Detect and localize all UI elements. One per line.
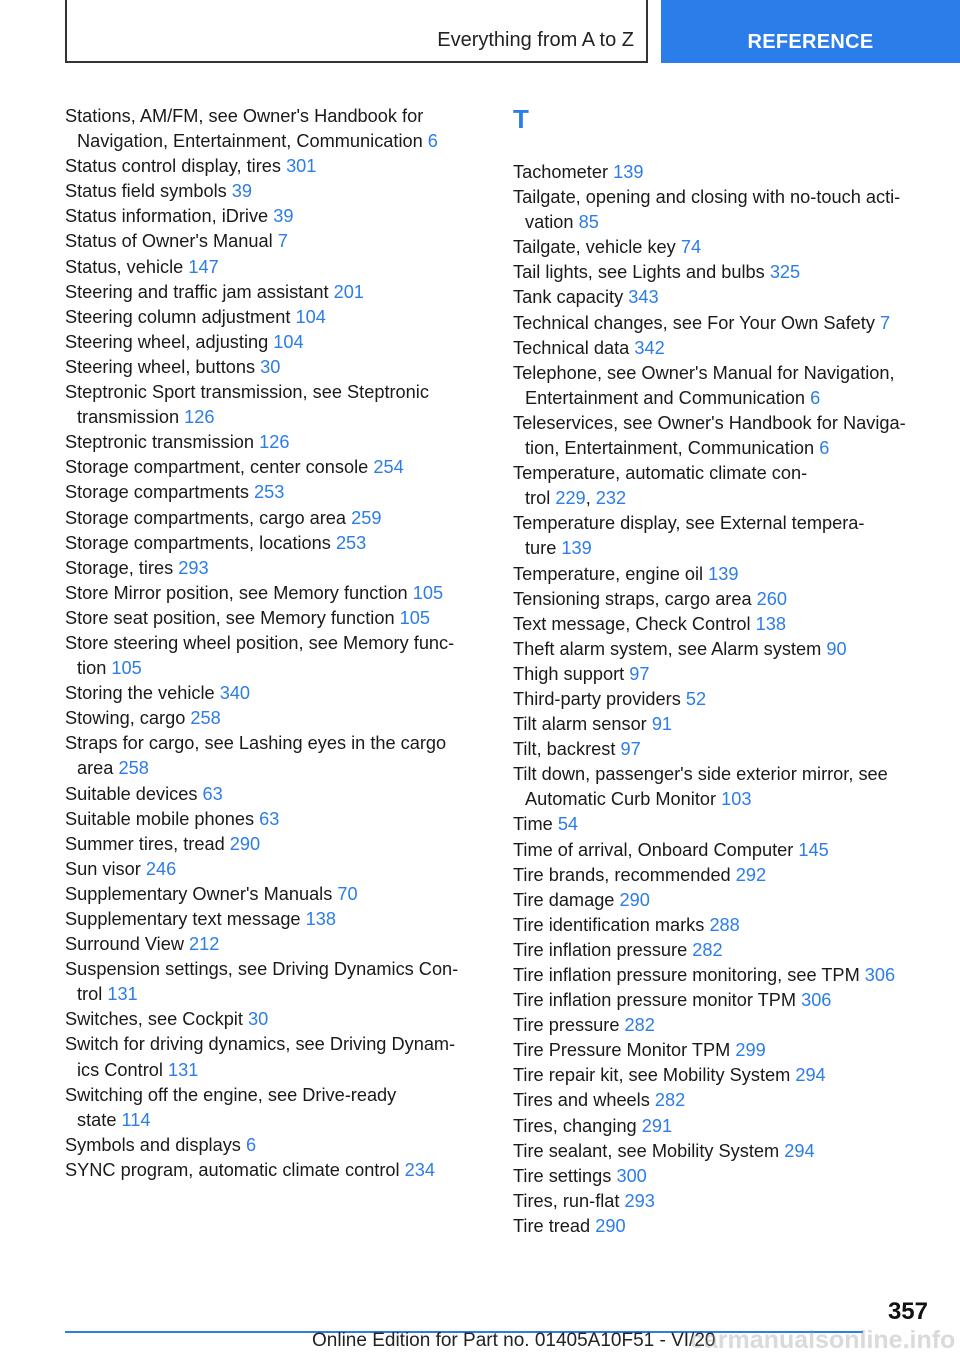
- index-entry: [513, 687, 945, 712]
- index-entry: [65, 531, 497, 556]
- index-entry: [65, 280, 497, 305]
- page-link[interactable]: 292: [735, 864, 767, 885]
- entry-text: Storage compartments: [65, 482, 249, 503]
- index-entry: [513, 1139, 945, 1164]
- entry-text: Third-party providers: [513, 688, 681, 709]
- index-entry: [513, 1063, 945, 1088]
- entry-text: Telephone, see Owner's Manual for Navigation,: [513, 362, 895, 383]
- index-entry: [65, 355, 497, 380]
- index-entry: [513, 612, 945, 637]
- entry-text: Tire sealant, see Mobility System: [513, 1140, 780, 1161]
- entry-text: Text message, Check Control: [513, 613, 751, 634]
- entry-text: Technical data: [513, 337, 630, 358]
- page-link[interactable]: 63: [259, 808, 280, 829]
- index-entry: [65, 907, 497, 932]
- index-entry: [65, 229, 497, 254]
- index-entry: [513, 737, 945, 762]
- entry-text: Automatic Curb Monitor: [525, 789, 717, 810]
- entry-text: Tail lights, see Lights and bulbs: [513, 262, 765, 283]
- entry-text: Tire pressure: [513, 1015, 620, 1036]
- index-entry: [513, 1013, 945, 1038]
- index-entry: [65, 706, 497, 731]
- entry-text: Tire inflation pressure monitor TPM: [513, 990, 797, 1011]
- section-title: Everything from A to Z: [437, 29, 634, 51]
- index-entry: [65, 305, 497, 330]
- entry-text: Summer tires, tread: [65, 833, 225, 854]
- page-link[interactable]: 147: [188, 256, 219, 277]
- page-link[interactable]: 103: [721, 789, 752, 810]
- entry-text: Tires, changing: [513, 1115, 637, 1136]
- index-entry: [513, 838, 945, 863]
- entry-text: Storage compartment, center console: [65, 457, 369, 478]
- entry-text: Time of arrival, Onboard Computer: [513, 839, 794, 860]
- index-entry: [65, 807, 497, 832]
- entry-text: Tilt alarm sensor: [513, 714, 647, 735]
- index-entry: [65, 932, 497, 957]
- index-entry: [513, 562, 945, 587]
- index-entry: [513, 260, 945, 285]
- entry-text: Status, vehicle: [65, 256, 184, 277]
- page-link[interactable]: 114: [121, 1109, 151, 1130]
- page-link[interactable]: 300: [616, 1165, 647, 1186]
- entry-text: area: [77, 758, 114, 779]
- page-link[interactable]: 306: [864, 965, 896, 985]
- footer-edition: Online Edition for Part no. 01405A10F51 - VI/20: [312, 1330, 716, 1351]
- reference-tab-label: REFERENCE: [747, 31, 874, 53]
- index-entry: [65, 782, 497, 807]
- page-link[interactable]: 232: [595, 488, 627, 509]
- index-entry: [65, 179, 497, 204]
- index-entry: [513, 1189, 945, 1214]
- page-link[interactable]: 294: [784, 1140, 815, 1161]
- index-entry: [65, 154, 497, 179]
- entry-text: Tire repair kit, see Mobility System: [513, 1065, 791, 1086]
- page-link[interactable]: 290: [595, 1215, 626, 1236]
- entry-text: Steering and traffic jam assistant: [65, 281, 329, 302]
- index-entry: [65, 631, 497, 681]
- page-link[interactable]: 139: [708, 563, 739, 584]
- entry-text: Status control display, tires: [65, 156, 281, 177]
- index-entry: [513, 1038, 945, 1063]
- entry-text: Technical changes, see For Your Own Safety: [513, 312, 875, 333]
- index-column-left: [65, 104, 497, 1183]
- page-link[interactable]: 139: [561, 538, 592, 559]
- index-entry: [65, 506, 497, 531]
- page-link[interactable]: 6: [810, 387, 821, 408]
- page-link[interactable]: 258: [190, 708, 221, 729]
- index-entry: [65, 731, 497, 781]
- page-link[interactable]: 126: [184, 407, 215, 428]
- entry-text: Suspension settings, see Driving Dynamics Con-: [65, 959, 459, 980]
- page-link[interactable]: 70: [337, 883, 358, 904]
- index-entry: [65, 480, 497, 505]
- page-link[interactable]: 104: [295, 306, 326, 327]
- index-entry: [65, 606, 497, 631]
- index-entry: [513, 988, 945, 1013]
- entry-text: Store steering wheel position, see Memory func-: [65, 632, 455, 653]
- page-link[interactable]: 97: [629, 663, 650, 684]
- entry-text: Tailgate, vehicle key: [513, 237, 676, 258]
- page-link[interactable]: 294: [795, 1065, 826, 1086]
- entry-text: trol: [77, 984, 103, 1005]
- entry-text: Tilt, backrest: [513, 739, 616, 760]
- index-entry: [513, 361, 945, 411]
- page-link[interactable]: 259: [351, 507, 382, 528]
- index-entry: [65, 957, 497, 1007]
- index-entry: [65, 832, 497, 857]
- entry-text: Tilt down, passenger's side exterior mirror, see: [513, 764, 888, 785]
- entry-text: Tire tread: [513, 1215, 591, 1236]
- entry-text: Steering wheel, adjusting: [65, 331, 269, 352]
- entry-text: vation: [525, 212, 574, 233]
- index-entry: [65, 1158, 497, 1183]
- reference-tab[interactable]: [661, 0, 960, 63]
- page-link[interactable]: 246: [145, 858, 177, 879]
- entry-text: Steptronic transmission: [65, 432, 255, 453]
- page-link[interactable]: 229: [555, 488, 586, 509]
- page-link[interactable]: 145: [798, 839, 829, 860]
- entry-text: Storage compartments, cargo area: [65, 507, 347, 528]
- page-link[interactable]: 105: [111, 658, 142, 679]
- index-entry: [65, 204, 497, 229]
- page-link[interactable]: 293: [178, 557, 209, 578]
- page-link[interactable]: 105: [412, 582, 444, 603]
- entry-text: Storage, tires: [65, 557, 174, 578]
- entry-text: Tensioning straps, cargo area: [513, 588, 752, 609]
- watermark: carmanualsonline.info: [690, 1326, 956, 1354]
- index-entry: [513, 311, 945, 336]
- index-entry: [513, 235, 945, 260]
- entry-text: Suitable devices: [65, 783, 198, 804]
- index-entry: [65, 1133, 497, 1158]
- index-entry: [513, 1164, 945, 1189]
- page-link[interactable]: 139: [613, 162, 644, 182]
- page-link[interactable]: 342: [634, 337, 665, 358]
- entry-text: Navigation, Entertainment, Communication: [77, 131, 423, 152]
- page-link[interactable]: 282: [624, 1015, 655, 1036]
- index-entry: [513, 285, 945, 310]
- index-entry: [513, 662, 945, 687]
- page-link[interactable]: 253: [254, 482, 285, 503]
- page-link[interactable]: 91: [651, 714, 673, 735]
- entry-text: Suitable mobile phones: [65, 808, 255, 829]
- index-entry: [513, 963, 945, 988]
- page-link[interactable]: 258: [118, 758, 149, 779]
- index-entry: [513, 938, 945, 963]
- page-link[interactable]: 97: [620, 739, 641, 760]
- entry-text: Tire damage: [513, 889, 615, 910]
- entry-text: ics Control: [77, 1059, 163, 1080]
- index-entry: [65, 455, 497, 480]
- entry-text: Temperature, automatic climate con-: [513, 463, 808, 484]
- page-link[interactable]: 131: [167, 1059, 199, 1080]
- index-entry: [65, 581, 497, 606]
- index-entry: [513, 336, 945, 361]
- index-column-right: [513, 104, 945, 1239]
- entry-text: Supplementary text message: [65, 909, 301, 929]
- page-link[interactable]: 74: [680, 237, 702, 258]
- page-link[interactable]: 39: [273, 206, 294, 227]
- entry-text: tion, Entertainment, Communication: [525, 438, 815, 459]
- entry-text: Tire inflation pressure: [513, 939, 688, 960]
- index-entry: [65, 556, 497, 581]
- index-entries-right: [513, 160, 945, 1239]
- entry-text: Stations, AM/FM, see Owner's Handbook for: [65, 106, 424, 126]
- entry-text: Teleservices, see Owner's Handbook for Naviga-: [513, 412, 906, 433]
- index-entry: [65, 1007, 497, 1032]
- page-link[interactable]: 201: [333, 281, 364, 302]
- index-entry: [65, 857, 497, 882]
- page-link[interactable]: 306: [801, 990, 832, 1011]
- page-link[interactable]: 30: [247, 1009, 269, 1030]
- entry-text: Thigh support: [513, 663, 625, 684]
- index-entry: [513, 712, 945, 737]
- entry-text: Storage compartments, locations: [65, 532, 331, 553]
- page-link[interactable]: 282: [654, 1090, 686, 1111]
- page-link[interactable]: 212: [189, 934, 220, 955]
- entry-text: Supplementary Owner's Manuals: [65, 883, 333, 904]
- index-entry: [513, 762, 945, 812]
- entry-text: Status of Owner's Manual: [65, 231, 273, 252]
- entry-text: Steptronic Sport transmission, see Steptronic: [65, 382, 429, 403]
- page-link[interactable]: 105: [399, 607, 430, 628]
- entry-text: Steering column adjustment: [65, 306, 291, 327]
- page-link[interactable]: 39: [231, 181, 253, 202]
- entry-text: trol: [525, 488, 551, 509]
- index-entry: [513, 511, 945, 561]
- index-entry: [513, 1214, 945, 1239]
- page-link[interactable]: 7: [880, 312, 891, 333]
- index-entry: [65, 430, 497, 455]
- index-entry: [513, 185, 945, 235]
- page-link[interactable]: 293: [624, 1190, 655, 1211]
- index-entry: [513, 1114, 945, 1139]
- entry-text: Tires and wheels: [513, 1090, 650, 1111]
- page-link[interactable]: 340: [219, 683, 251, 704]
- index-entry: [513, 812, 945, 837]
- page-link[interactable]: 54: [557, 814, 579, 835]
- entry-text: Switches, see Cockpit: [65, 1009, 243, 1030]
- index-entry: Temperature, automatic climate con- trol 229, 232: [513, 463, 808, 509]
- entry-text: Theft alarm system, see Alarm system: [513, 638, 822, 659]
- index-entry: [65, 681, 497, 706]
- page-link[interactable]: 7: [277, 231, 288, 252]
- entry-text: Status field symbols: [65, 181, 227, 202]
- page-link[interactable]: 63: [202, 783, 223, 804]
- entry-text: Tires, run-flat: [513, 1190, 620, 1211]
- index-entry: [513, 160, 945, 185]
- entry-text: Tire inflation pressure monitoring, see TPM: [513, 965, 860, 985]
- entry-text: Switching off the engine, see Drive-ready: [65, 1084, 397, 1105]
- entry-text: Switch for driving dynamics, see Driving Dynam-: [65, 1034, 456, 1055]
- header-section-title: [65, 0, 648, 63]
- page-link[interactable]: 6: [427, 131, 438, 152]
- entry-text: Tire settings: [513, 1165, 612, 1186]
- index-entry: [513, 888, 945, 913]
- page-link[interactable]: 6: [245, 1134, 257, 1155]
- entry-text: Store seat position, see Memory function: [65, 607, 395, 628]
- entry-text: Tire identification marks: [513, 914, 705, 935]
- index-entry: [513, 863, 945, 888]
- page-link[interactable]: 282: [692, 939, 723, 960]
- entry-text: Tank capacity: [513, 287, 624, 308]
- index-entry: [513, 411, 945, 461]
- entry-text: ture: [525, 538, 557, 559]
- entry-text: Store Mirror position, see Memory function: [65, 582, 408, 603]
- index-entry: [65, 1032, 497, 1082]
- index-entry: [65, 104, 497, 154]
- page-link[interactable]: 291: [641, 1115, 673, 1136]
- entry-text: Tachometer: [513, 162, 609, 182]
- index-entry: [513, 913, 945, 938]
- page-link[interactable]: 299: [735, 1040, 766, 1061]
- entry-text: Temperature display, see External tempera-: [513, 513, 865, 534]
- page-link[interactable]: 288: [709, 914, 740, 935]
- page-link[interactable]: 138: [305, 909, 336, 929]
- index-entry: [65, 255, 497, 280]
- page-link[interactable]: 260: [756, 588, 788, 609]
- entry-text: Sun visor: [65, 858, 141, 879]
- entry-text: Status information, iDrive: [65, 206, 269, 227]
- entry-text: Symbols and displays: [65, 1134, 241, 1155]
- entry-text: Straps for cargo, see Lashing eyes in the cargo: [65, 733, 447, 754]
- page-link[interactable]: 85: [578, 212, 599, 233]
- index-entry: [65, 1083, 497, 1133]
- index-letter-heading: T: [513, 104, 529, 134]
- page-link[interactable]: 325: [769, 262, 801, 283]
- page-link[interactable]: 234: [404, 1159, 435, 1180]
- index-entry: [65, 882, 497, 907]
- page-link[interactable]: 30: [260, 356, 281, 377]
- index-entry: [513, 587, 945, 612]
- entry-text: Tailgate, opening and closing with no-touch acti-: [513, 187, 901, 208]
- page-link[interactable]: 131: [107, 984, 138, 1005]
- page-link[interactable]: 343: [628, 287, 659, 308]
- page-link[interactable]: 138: [755, 613, 786, 634]
- page-link[interactable]: 6: [819, 438, 830, 459]
- page-number: 357: [887, 1298, 928, 1325]
- page-link[interactable]: 253: [335, 532, 367, 553]
- entry-text: Steering wheel, buttons: [65, 356, 256, 377]
- page-link[interactable]: 104: [273, 331, 304, 352]
- page-link[interactable]: 90: [826, 638, 847, 659]
- entry-text: SYNC program, automatic climate control: [65, 1159, 400, 1180]
- entry-text: Tire Pressure Monitor TPM: [513, 1040, 731, 1061]
- page-link[interactable]: 301: [286, 156, 317, 177]
- page-link[interactable]: 126: [259, 432, 290, 453]
- entry-text: Surround View: [65, 934, 184, 955]
- index-entry: [513, 1088, 945, 1113]
- page-link[interactable]: 290: [619, 889, 650, 910]
- page-link[interactable]: 290: [229, 833, 261, 854]
- entry-text: state: [77, 1109, 117, 1130]
- entry-text: Temperature, engine oil: [513, 563, 704, 584]
- index-entry: [65, 330, 497, 355]
- entry-text: Time: [513, 814, 553, 835]
- index-entry: [65, 380, 497, 430]
- entry-text: Storing the vehicle: [65, 683, 215, 704]
- entry-text: transmission: [77, 407, 180, 428]
- entry-text: Tire brands, recommended: [513, 864, 731, 885]
- page-link[interactable]: 52: [685, 688, 707, 709]
- index-entry: [513, 637, 945, 662]
- page-link[interactable]: 254: [373, 457, 404, 478]
- entry-text: Stowing, cargo: [65, 708, 186, 729]
- entry-text: Entertainment and Communication: [525, 387, 806, 408]
- entry-text: tion: [77, 658, 107, 679]
